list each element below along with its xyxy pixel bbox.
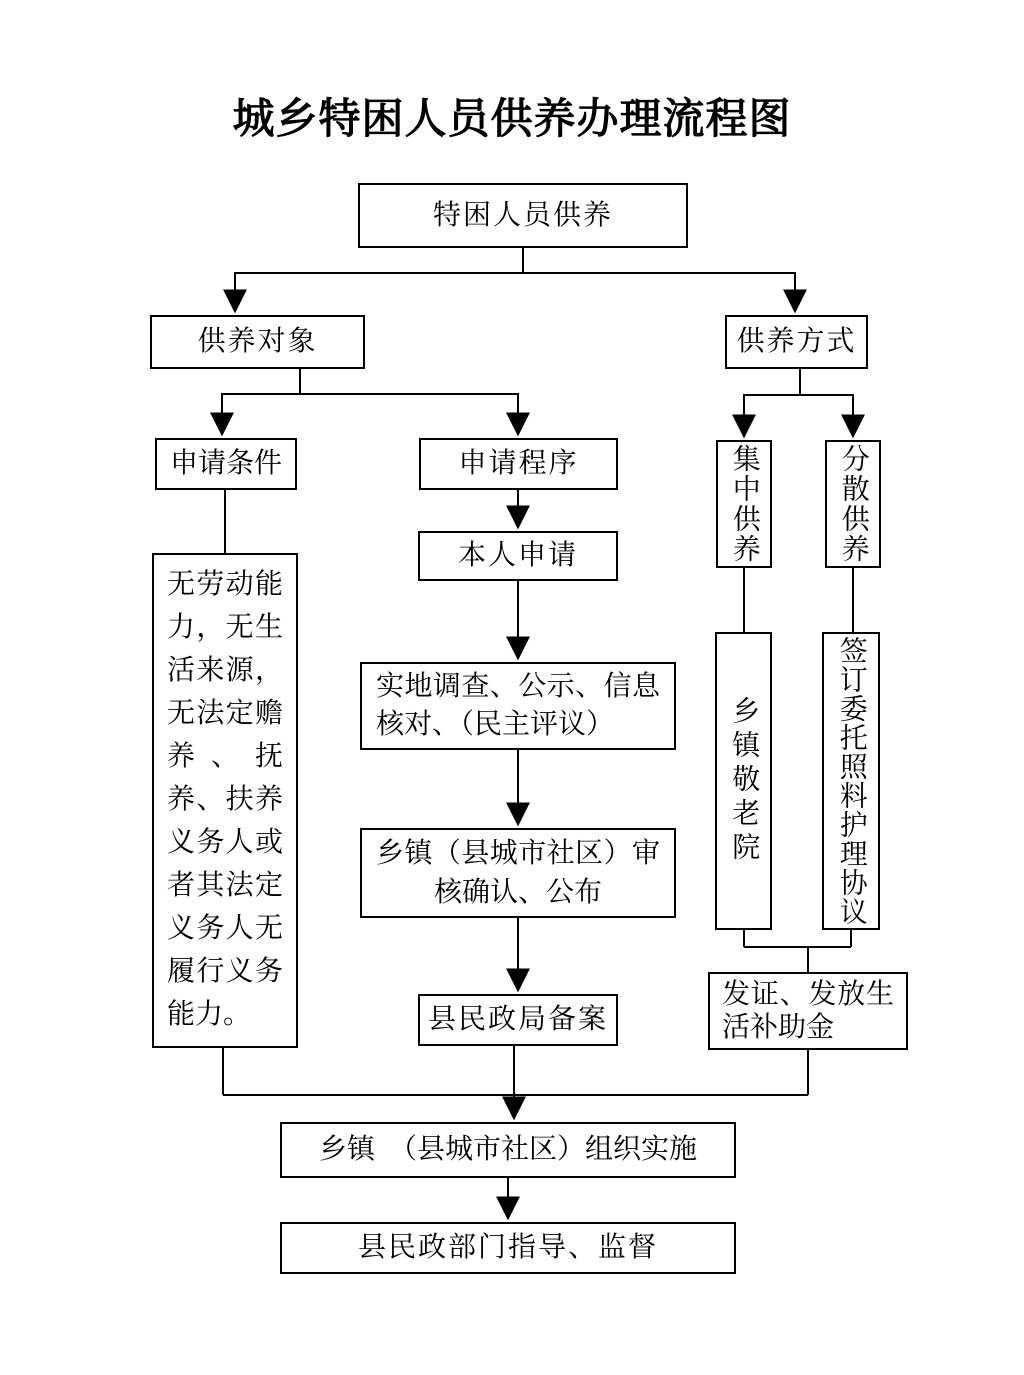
- flow-node-self-apply: [418, 531, 618, 581]
- flow-node-root: [358, 183, 688, 248]
- flow-node-root-label: 特困人员供养: [432, 199, 613, 231]
- flow-node-investigation-line1: 实地调查、公示、信息: [376, 671, 660, 702]
- flow-node-investigation: [360, 662, 676, 750]
- flow-node-centralized-support: [716, 440, 772, 568]
- flow-node-apply-conditions-label: 申请条件: [169, 448, 282, 480]
- flow-node-issue-certificate-line2: 活补助金: [722, 1012, 835, 1043]
- flow-node-self-apply-label: 本人申请: [457, 540, 578, 572]
- flow-node-civil-affairs-record-label: 县民政局备案: [427, 1004, 608, 1036]
- flow-node-support-target-label: 供养对象: [197, 326, 318, 358]
- flow-node-support-mode-label: 供养方式: [736, 326, 857, 358]
- page-title: 城乡特困人员供养办理流程图: [232, 97, 792, 143]
- flow-node-investigation-line2: 核对、（民主评议）: [376, 709, 615, 740]
- flow-node-guide-supervise: [280, 1222, 736, 1274]
- flow-node-conditions-detail-label: 无劳动能力，无生活来源，无法定赡养、抚养、扶养义务人或者其法定义务人无履行义务能力。: [167, 569, 283, 1030]
- flow-node-audit-confirm-line2: 核确认、公布: [433, 877, 602, 908]
- flow-node-conditions-detail: [152, 553, 298, 1048]
- flow-node-organize-implement: [280, 1122, 736, 1178]
- flow-node-decentralized-support: [825, 440, 881, 568]
- flow-node-township-nursing-home-label: 乡镇敬老院: [728, 696, 760, 866]
- flow-node-township-nursing-home: [715, 632, 772, 930]
- flow-node-care-agreement: [822, 632, 880, 930]
- flow-node-issue-certificate-line1: 发证、发放生: [722, 979, 894, 1010]
- flow-node-issue-certificate: [708, 972, 908, 1050]
- flow-node-guide-supervise-label: 县民政部门指导、监督: [357, 1232, 658, 1264]
- flow-node-decentralized-support-label: 分散供养: [837, 444, 869, 564]
- flow-node-support-target: [150, 315, 365, 369]
- flow-node-apply-conditions: [155, 438, 297, 490]
- flow-node-audit-confirm: [360, 828, 676, 918]
- flow-node-support-mode: [725, 315, 868, 369]
- flow-node-civil-affairs-record: [418, 994, 618, 1046]
- flow-node-organize-implement-label: 乡镇 （县城市社区）组织实施: [318, 1134, 697, 1166]
- flow-node-audit-confirm-line1: 乡镇（县城市社区）审: [376, 838, 660, 869]
- flow-node-care-agreement-label: 签订委托照料护理协议: [835, 636, 867, 926]
- flow-node-apply-procedure-label: 申请程序: [458, 448, 579, 480]
- flow-node-centralized-support-label: 集中供养: [728, 444, 760, 564]
- flow-node-apply-procedure: [419, 438, 618, 490]
